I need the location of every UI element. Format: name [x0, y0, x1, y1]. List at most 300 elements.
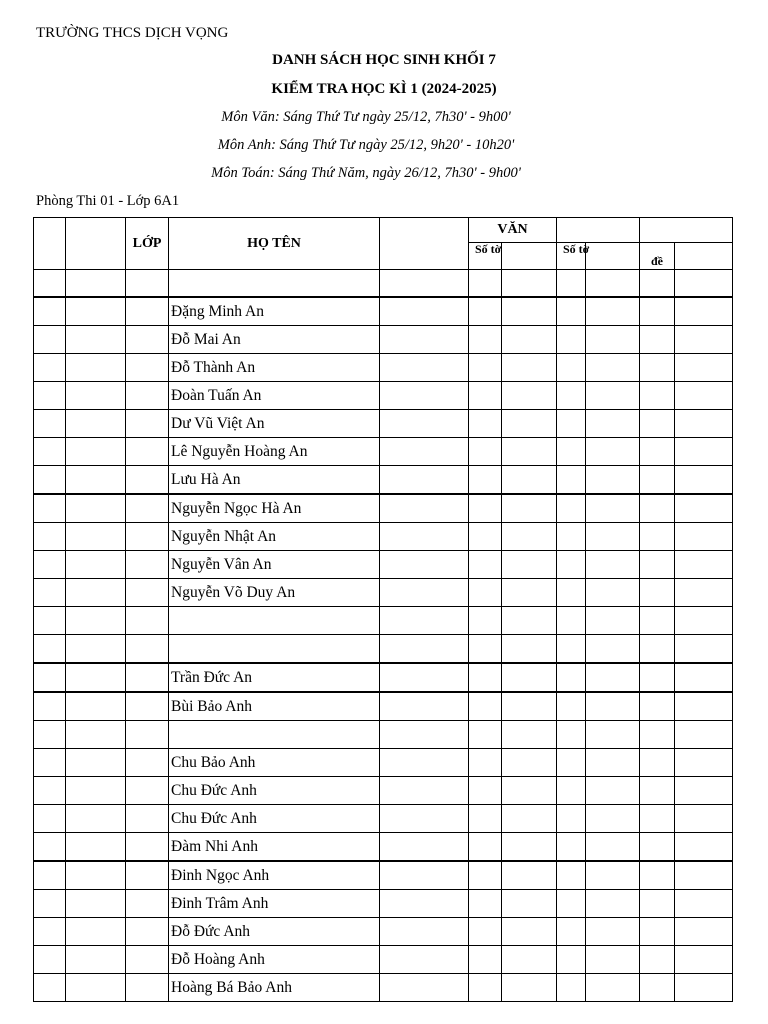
table-cell: [66, 692, 126, 721]
table-cell: [675, 861, 733, 890]
table-cell: [502, 777, 557, 805]
table-cell: [66, 607, 126, 635]
table-row: [34, 354, 733, 382]
schedule-anh: Môn Anh: Sáng Thứ Tư ngày 25/12, 9h20' - 10h20': [217, 137, 515, 153]
table-cell: [34, 805, 66, 833]
table-cell: [66, 946, 126, 974]
table-cell: [126, 438, 169, 466]
table-cell: [557, 579, 586, 607]
table-cell: [34, 607, 66, 635]
table-cell: [380, 579, 469, 607]
table-cell: [640, 918, 675, 946]
table-row: [34, 494, 733, 523]
table-row: [34, 466, 733, 495]
table-cell: [640, 466, 675, 495]
table-cell: [640, 494, 675, 523]
table-cell: [126, 382, 169, 410]
table-cell: [586, 918, 640, 946]
table-cell: [557, 523, 586, 551]
table-cell: [502, 607, 557, 635]
student-name: Chu Bảo Anh: [169, 749, 380, 777]
table-cell: [586, 438, 640, 466]
table-cell: [502, 749, 557, 777]
student-name: Đỗ Đức Anh: [169, 918, 380, 946]
table-row: [34, 382, 733, 410]
table-cell: [557, 494, 586, 523]
table-row: [34, 663, 733, 692]
table-cell: [380, 749, 469, 777]
student-name: Đinh Trâm Anh: [169, 890, 380, 918]
student-name: Đàm Nhi Anh: [169, 833, 380, 862]
table-cell: [126, 805, 169, 833]
table-cell: [126, 974, 169, 1002]
table-cell: [557, 607, 586, 635]
table-cell: [126, 410, 169, 438]
student-roster-table: [33, 217, 733, 1002]
table-cell: [675, 946, 733, 974]
student-name: Đỗ Thành An: [169, 354, 380, 382]
table-cell: [675, 354, 733, 382]
student-name: [169, 635, 380, 664]
table-cell: [586, 297, 640, 326]
table-cell: [126, 833, 169, 862]
student-name: Nguyễn Ngọc Hà An: [169, 494, 380, 523]
table-cell: [557, 466, 586, 495]
table-cell: [66, 805, 126, 833]
table-cell: [469, 579, 502, 607]
table-cell: [675, 326, 733, 354]
table-row: [34, 918, 733, 946]
table-cell: [640, 749, 675, 777]
table-row: [34, 749, 733, 777]
table-cell: [640, 805, 675, 833]
table-cell: [675, 805, 733, 833]
header-cell: [586, 243, 640, 270]
table-cell: [66, 297, 126, 326]
table-cell: [502, 861, 557, 890]
header-de: đề: [640, 243, 675, 270]
table-cell: [675, 635, 733, 664]
table-cell: [66, 777, 126, 805]
table-cell: [66, 523, 126, 551]
table-cell: [469, 438, 502, 466]
table-cell: [469, 890, 502, 918]
table-row: [34, 833, 733, 862]
table-cell: [502, 297, 557, 326]
table-cell: [640, 297, 675, 326]
table-cell: [34, 326, 66, 354]
table-cell: [66, 918, 126, 946]
table-cell: [469, 692, 502, 721]
table-cell: [66, 382, 126, 410]
table-cell: [675, 523, 733, 551]
table-cell: [469, 354, 502, 382]
student-name: Đinh Ngọc Anh: [169, 861, 380, 890]
table-cell: [34, 551, 66, 579]
table-row: [34, 777, 733, 805]
table-cell: [557, 833, 586, 862]
table-cell: [66, 833, 126, 862]
table-cell: [469, 663, 502, 692]
table-cell: [380, 551, 469, 579]
table-cell: [557, 438, 586, 466]
student-name: Đoàn Tuấn An: [169, 382, 380, 410]
table-cell: [126, 721, 169, 749]
table-cell: [586, 861, 640, 890]
table-cell: [640, 890, 675, 918]
table-row: [34, 890, 733, 918]
table-cell: [469, 326, 502, 354]
table-cell: [586, 382, 640, 410]
table-cell: [502, 833, 557, 862]
header-cell: [34, 218, 66, 270]
table-cell: [380, 635, 469, 664]
table-cell: [380, 410, 469, 438]
table-cell: [502, 635, 557, 664]
table-cell: [469, 721, 502, 749]
table-cell: [66, 635, 126, 664]
header-cell: [675, 243, 733, 270]
table-cell: [34, 777, 66, 805]
table-cell: [66, 326, 126, 354]
table-cell: [34, 918, 66, 946]
table-cell: [126, 607, 169, 635]
student-name: [169, 721, 380, 749]
table-cell: [675, 438, 733, 466]
table-cell: [640, 833, 675, 862]
table-cell: [126, 551, 169, 579]
table-cell: [675, 692, 733, 721]
table-cell: [34, 523, 66, 551]
table-cell: [675, 974, 733, 1002]
table-cell: [126, 749, 169, 777]
table-cell: [640, 721, 675, 749]
table-cell: [557, 946, 586, 974]
table-cell: [469, 777, 502, 805]
table-cell: [66, 890, 126, 918]
table-cell: [380, 494, 469, 523]
header-van: VĂN: [469, 218, 557, 243]
table-row: [34, 270, 733, 298]
table-cell: [34, 382, 66, 410]
header-ho-ten: HỌ TÊN: [169, 218, 380, 270]
table-cell: [502, 918, 557, 946]
table-cell: [586, 523, 640, 551]
table-cell: [380, 692, 469, 721]
table-cell: [380, 777, 469, 805]
table-cell: [557, 692, 586, 721]
table-cell: [126, 692, 169, 721]
table-cell: [126, 918, 169, 946]
table-cell: [586, 607, 640, 635]
table-cell: [34, 692, 66, 721]
table-cell: [640, 663, 675, 692]
table-cell: [126, 466, 169, 495]
table-cell: [34, 354, 66, 382]
student-name: Nguyễn Võ Duy An: [169, 579, 380, 607]
school-name: TRƯỜNG THCS DỊCH VỌNG: [36, 25, 229, 41]
table-cell: [469, 382, 502, 410]
table-cell: [557, 551, 586, 579]
table-row: [34, 579, 733, 607]
header-cell: [557, 218, 640, 243]
table-cell: [675, 410, 733, 438]
table-cell: [586, 326, 640, 354]
table-cell: [34, 635, 66, 664]
table-cell: [380, 918, 469, 946]
table-cell: [126, 354, 169, 382]
table-row: [34, 946, 733, 974]
table-cell: [502, 946, 557, 974]
table-row: [34, 523, 733, 551]
table-cell: [640, 579, 675, 607]
table-cell: [126, 890, 169, 918]
table-cell: [640, 438, 675, 466]
table-cell: [380, 466, 469, 495]
table-cell: [469, 410, 502, 438]
table-cell: [66, 861, 126, 890]
table-cell: [557, 354, 586, 382]
table-cell: [126, 326, 169, 354]
table-cell: [640, 635, 675, 664]
table-cell: [469, 635, 502, 664]
table-cell: [469, 607, 502, 635]
table-cell: [66, 749, 126, 777]
table-row: [34, 326, 733, 354]
table-cell: [557, 410, 586, 438]
schedule-van: Môn Văn: Sáng Thứ Tư ngày 25/12, 7h30' - 9h00': [221, 109, 511, 125]
table-cell: [126, 297, 169, 326]
table-cell: [675, 382, 733, 410]
table-cell: [34, 438, 66, 466]
table-cell: [469, 523, 502, 551]
header-cell: [640, 218, 733, 243]
table-cell: [586, 494, 640, 523]
table-cell: [640, 551, 675, 579]
table-cell: [126, 777, 169, 805]
table-cell: [502, 354, 557, 382]
table-row: [34, 607, 733, 635]
table-cell: [380, 890, 469, 918]
table-cell: [66, 551, 126, 579]
table-cell: [502, 326, 557, 354]
table-row: [34, 692, 733, 721]
table-cell: [675, 721, 733, 749]
table-cell: [502, 974, 557, 1002]
table-cell: [640, 326, 675, 354]
header-cell: [66, 218, 126, 270]
table-cell: [502, 551, 557, 579]
table-cell: [640, 354, 675, 382]
table-cell: [675, 551, 733, 579]
table-cell: [675, 890, 733, 918]
table-cell: [586, 663, 640, 692]
table-cell: [586, 466, 640, 495]
table-cell: [502, 721, 557, 749]
table-cell: [557, 663, 586, 692]
table-cell: [66, 410, 126, 438]
table-cell: [126, 523, 169, 551]
table-cell: [380, 946, 469, 974]
table-cell: [675, 833, 733, 862]
table-cell: [34, 410, 66, 438]
table-cell: [469, 805, 502, 833]
header-cell: [502, 243, 557, 270]
table-cell: [557, 861, 586, 890]
table-cell: [557, 749, 586, 777]
table-cell: [586, 551, 640, 579]
table-cell: [380, 861, 469, 890]
table-cell: [34, 494, 66, 523]
table-cell: [586, 692, 640, 721]
table-cell: [675, 494, 733, 523]
table-cell: [126, 579, 169, 607]
exam-room-label: Phòng Thi 01 - Lớp 6A1: [36, 193, 180, 209]
table-cell: [586, 946, 640, 974]
student-name: Lưu Hà An: [169, 466, 380, 495]
table-cell: [469, 918, 502, 946]
table-cell: [469, 946, 502, 974]
table-cell: [557, 805, 586, 833]
table-cell: [66, 974, 126, 1002]
table-cell: [640, 607, 675, 635]
student-name: Chu Đức Anh: [169, 777, 380, 805]
table-cell: [557, 890, 586, 918]
table-cell: [380, 721, 469, 749]
table-cell: [640, 946, 675, 974]
table-cell: [557, 326, 586, 354]
table-cell: [675, 749, 733, 777]
table-row: [34, 410, 733, 438]
table-cell: [502, 579, 557, 607]
table-cell: [34, 861, 66, 890]
student-name: Nguyễn Vân An: [169, 551, 380, 579]
table-cell: [469, 494, 502, 523]
table-cell: [126, 494, 169, 523]
table-cell: [66, 438, 126, 466]
table-cell: [66, 466, 126, 495]
table-row: [34, 635, 733, 664]
table-row: [34, 974, 733, 1002]
table-row: [34, 438, 733, 466]
table-cell: [469, 974, 502, 1002]
student-name: Bùi Bảo Anh: [169, 692, 380, 721]
table-cell: [502, 692, 557, 721]
table-cell: [34, 890, 66, 918]
table-cell: [586, 833, 640, 862]
table-cell: [34, 466, 66, 495]
table-cell: [586, 354, 640, 382]
table-cell: [675, 663, 733, 692]
table-cell: [586, 721, 640, 749]
student-name: Đặng Minh An: [169, 297, 380, 326]
table-cell: [126, 946, 169, 974]
table-cell: [586, 805, 640, 833]
table-cell: [34, 297, 66, 326]
table-cell: [380, 833, 469, 862]
table-cell: [469, 297, 502, 326]
table-cell: [126, 861, 169, 890]
table-row: [34, 721, 733, 749]
table-cell: [557, 777, 586, 805]
table-cell: [380, 805, 469, 833]
table-cell: [675, 297, 733, 326]
table-cell: [502, 494, 557, 523]
table-cell: [675, 777, 733, 805]
student-name: Hoàng Bá Bảo Anh: [169, 974, 380, 1002]
table-cell: [640, 974, 675, 1002]
table-cell: [502, 466, 557, 495]
table-cell: [380, 326, 469, 354]
table-cell: [557, 974, 586, 1002]
table-cell: [675, 918, 733, 946]
student-name: Trần Đức An: [169, 663, 380, 692]
header-cell: [380, 218, 469, 270]
table-cell: [380, 663, 469, 692]
table-row: [34, 805, 733, 833]
table-cell: [380, 297, 469, 326]
table-cell: [469, 749, 502, 777]
table-row: [34, 551, 733, 579]
table-cell: [640, 410, 675, 438]
table-cell: [640, 382, 675, 410]
table-cell: [66, 579, 126, 607]
table-cell: [502, 438, 557, 466]
table-cell: [586, 890, 640, 918]
table-cell: [586, 635, 640, 664]
table-cell: [34, 974, 66, 1002]
student-name: Đỗ Hoàng Anh: [169, 946, 380, 974]
schedule-toan: Môn Toán: Sáng Thứ Năm, ngày 26/12, 7h30' - 9h00': [211, 165, 521, 181]
table-cell: [380, 382, 469, 410]
table-cell: [380, 523, 469, 551]
table-cell: [586, 749, 640, 777]
table-cell: [586, 410, 640, 438]
table-row: [34, 861, 733, 890]
table-cell: [557, 635, 586, 664]
document-subtitle: KIỂM TRA HỌC KÌ 1 (2024-2025): [271, 81, 497, 97]
student-name: Đỗ Mai An: [169, 326, 380, 354]
student-name: Lê Nguyễn Hoàng An: [169, 438, 380, 466]
header-lop: LỚP: [126, 218, 169, 270]
table-cell: [557, 297, 586, 326]
student-name: Chu Đức Anh: [169, 805, 380, 833]
table-cell: [126, 663, 169, 692]
table-cell: [675, 466, 733, 495]
table-cell: [557, 721, 586, 749]
table-cell: [66, 494, 126, 523]
table-cell: [34, 946, 66, 974]
table-cell: [66, 721, 126, 749]
table-cell: [675, 607, 733, 635]
table-cell: [380, 607, 469, 635]
table-cell: [586, 777, 640, 805]
table-cell: [34, 579, 66, 607]
header-so-to: Số tờ: [557, 243, 586, 270]
table-cell: [34, 749, 66, 777]
table-header-row: [34, 218, 733, 243]
table-cell: [469, 466, 502, 495]
table-cell: [675, 579, 733, 607]
table-cell: [640, 861, 675, 890]
table-cell: [502, 805, 557, 833]
table-cell: [34, 833, 66, 862]
table-cell: [380, 974, 469, 1002]
table-cell: [126, 635, 169, 664]
table-cell: [380, 438, 469, 466]
table-cell: [586, 579, 640, 607]
table-cell: [557, 382, 586, 410]
